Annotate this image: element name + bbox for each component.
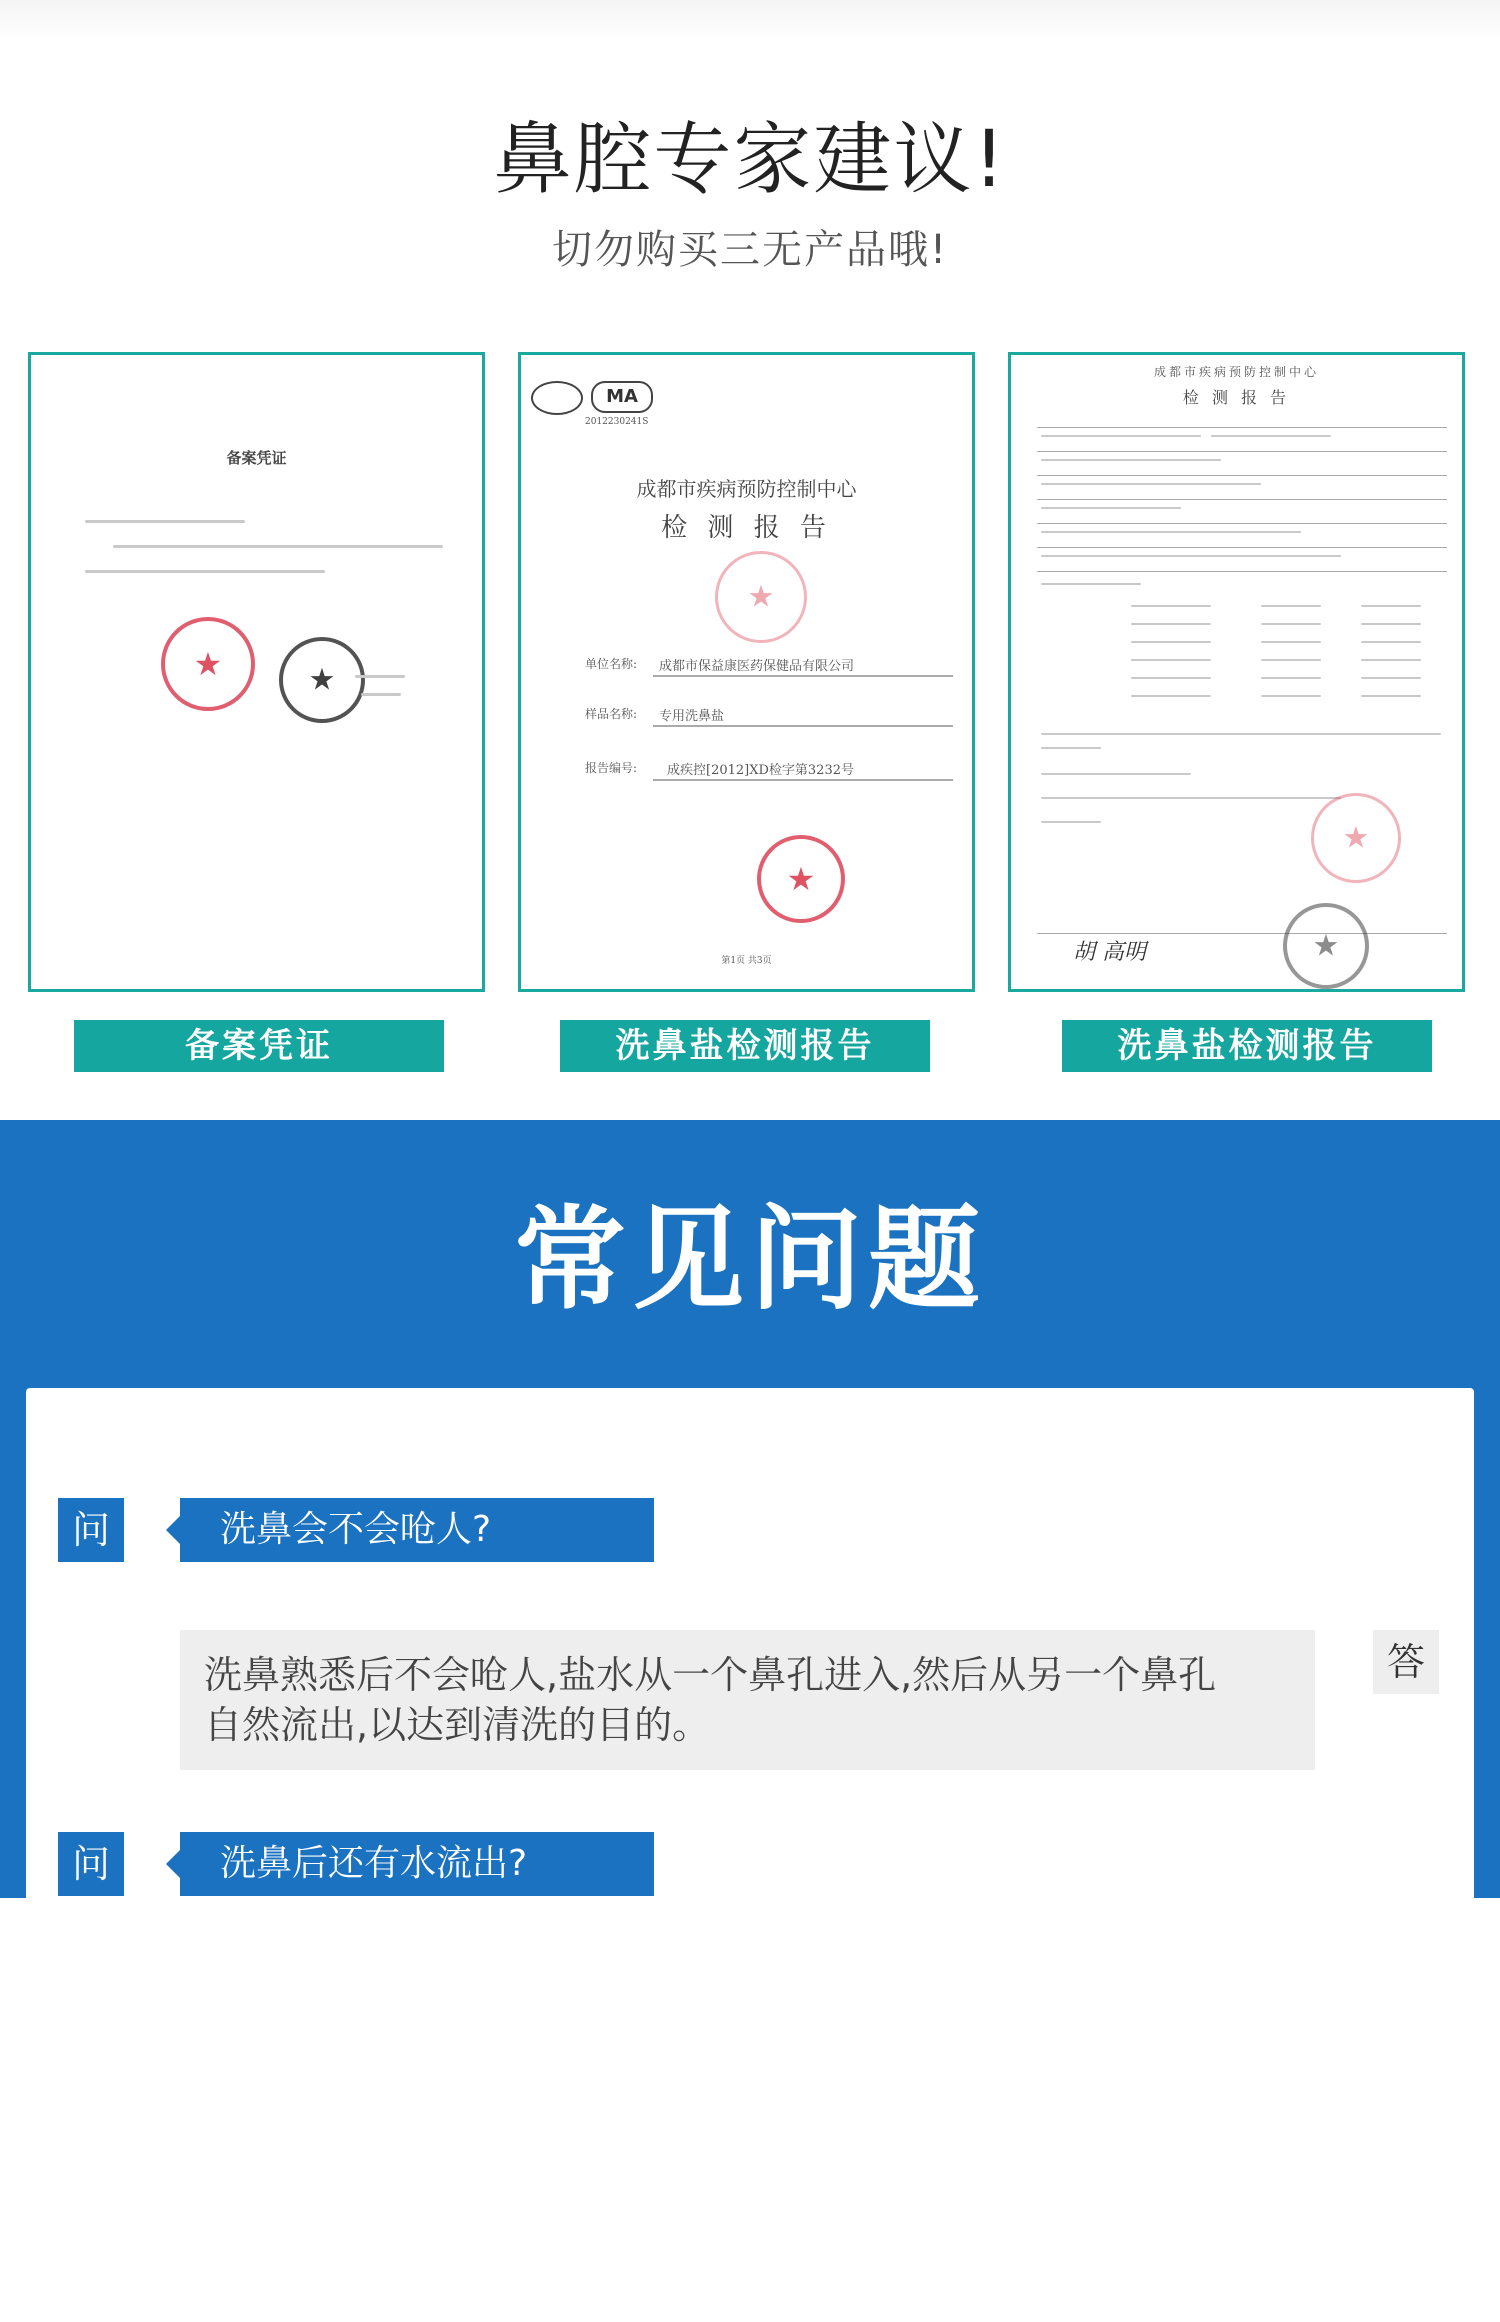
field-label: 样品名称: — [585, 707, 638, 721]
faint-seal-icon — [715, 551, 807, 643]
red-seal-icon — [757, 835, 845, 923]
faint-seal-icon — [1311, 793, 1401, 883]
top-gradient-band — [0, 0, 1500, 40]
page-headline: 鼻腔专家建议! — [493, 115, 1007, 205]
answer-text-line: 洗鼻熟悉后不会呛人,盐水从一个鼻孔进入,然后从另一个鼻孔 — [204, 1653, 1217, 1697]
field-value: 专用洗鼻盐 — [659, 709, 725, 724]
cert-code: 2012230241S — [585, 417, 649, 427]
doc-org: 成都市疾病预防控制中心 — [1153, 365, 1319, 379]
doc-title: 检 测 报 告 — [661, 513, 832, 543]
black-seal-icon — [1283, 903, 1369, 989]
question-bubble[interactable] — [180, 1832, 654, 1896]
page-subheadline: 切勿购买三无产品哦! — [551, 227, 949, 273]
field-label: 单位名称: — [585, 657, 638, 671]
red-seal-icon — [161, 617, 255, 711]
question-badge: 问 — [58, 1498, 124, 1562]
page-number: 第1页 共3页 — [721, 956, 772, 966]
question-text: 洗鼻会不会呛人? — [220, 1509, 492, 1550]
doc-title: 检 测 报 告 — [1182, 388, 1291, 407]
answer-text-line: 自然流出,以达到清洗的目的。 — [204, 1703, 711, 1747]
field-value: 成疾控[2012]XD检字第3232号 — [667, 763, 854, 778]
faq-title: 常见问题 — [514, 1195, 986, 1325]
certificate-card-test-report-table[interactable] — [1008, 352, 1465, 992]
field-label: 报告编号: — [585, 761, 638, 775]
signature: 胡 高明 — [1073, 940, 1146, 965]
ma-mark: MA — [591, 381, 653, 413]
certificate-card-filing[interactable] — [28, 352, 485, 992]
certificate-card-test-report[interactable] — [518, 352, 975, 992]
answer-badge: 答 — [1373, 1630, 1439, 1694]
question-badge: 问 — [58, 1832, 124, 1896]
cma-logo-icon — [531, 381, 583, 415]
certificate-label-report: 洗鼻盐检测报告 — [560, 1020, 930, 1072]
certificate-label-report: 洗鼻盐检测报告 — [1062, 1020, 1432, 1072]
question-text: 洗鼻后还有水流出? — [220, 1843, 528, 1884]
black-seal-icon — [279, 637, 365, 723]
question-bubble[interactable] — [180, 1498, 654, 1562]
certificate-label-filing: 备案凭证 — [74, 1020, 444, 1072]
doc-org: 成都市疾病预防控制中心 — [636, 477, 857, 501]
answer-bubble — [180, 1630, 1315, 1770]
field-value: 成都市保益康医药保健品有限公司 — [659, 659, 855, 674]
doc-title: 备案凭证 — [226, 449, 287, 467]
